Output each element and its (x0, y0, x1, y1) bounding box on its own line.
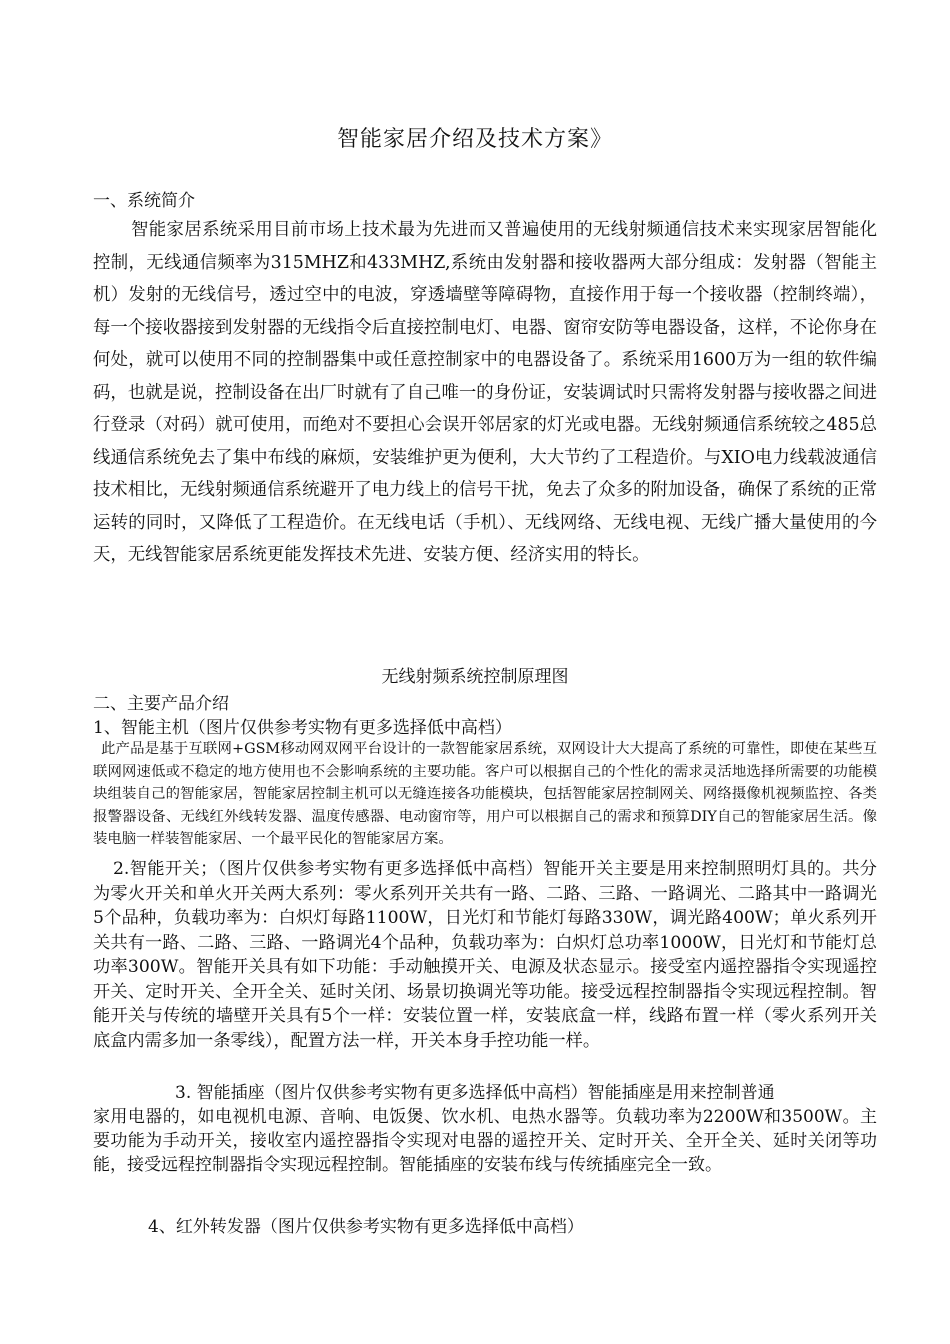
smart-socket-paragraph (93, 1081, 877, 1177)
product-heading-smart-host: 1、智能主机（图片仅供参考实物有更多选择低中高档） (93, 718, 512, 738)
system-intro-paragraph: 智能家居系统采用目前市场上技术最为先进而又普遍使用的无线射频通信技术来实现家居智能化控制，无线通信频率为315MHZ和433MHZ,系统由发射器和接收器两大部分组成：发射器（智能主机）发射的无线信号，透过空中的电波，穿透墙壁等障碍物，直接作用于每一个接收器（控制终端），每一个接收器接到发射器的无线指令后直接控制电灯、电器、窗帘安防等电器设备，这样，不论你身在何处，就可以使用不同的控制器集中或任意控制家中的电器设备了。系统采用1600万为一组的软件编码，也就是说，控制设备在出厂时就有了自己唯一的身份证，安装调试时只需将发射器与接收器之间进行登录（对码）就可使用，而绝对不要担心会误开邻居家的灯光或电器。无线射频通信系统较之485总线通信系统免去了集中布线的麻烦，安装维护更为便利，大大节约了工程造价。与XIO电力线载波通信技术相比，无线射频通信系统避开了电力线上的信号干扰，免去了众多的附加设备，确保了系统的正常运转的同时，又降低了工程造价。在无线电话（手机）、无线网络、无线电视、无线广播大量使用的今天，无线智能家居系统更能发挥技术先进、安装方便、经济实用的特长。 (93, 220, 877, 565)
smart-socket-body: 家用电器的，如电视机电源、音响、电饭煲、饮水机、电热水器等。负载功率为2200W和3500W。主要功能为手动开关，接收室内遥控器指令实现对电器的遥控开关、定时开关、全开全关、延时关闭等功能，接受远程控制器指令实现远程控制。智能插座的安装布线与传统插座完全一致。 (93, 1107, 877, 1175)
document-title: 智能家居介绍及技术方案》 (336, 127, 613, 152)
figure-caption: 无线射频系统控制原理图 (381, 667, 569, 687)
product-heading-ir-repeater: 4、红外转发器（图片仅供参考实物有更多选择低中高档） (148, 1217, 584, 1237)
section-heading-products: 二、主要产品介绍 (93, 694, 229, 714)
section-heading-intro: 一、系统简介 (93, 191, 195, 211)
smart-host-paragraph: 此产品是基于互联网+GSM移动网双网平台设计的一款智能家居系统，双网设计大大提高了系统的可靠性，即使在某些互联网网速低或不稳定的地方使用也不会影响系统的主要功能。客户可以根据自己的个性化的需求灵活地选择所需要的功能模块组装自己的智能家居，智能家居控制主机可以无缝连接各功能模块，包括智能家居控制网关、网络摄像机视频监控、各类报警器设备、无线红外线转发器、温度传感器、电动窗帘等，用户可以根据自己的需求和预算DIY自己的智能家居生活。像装电脑一样装智能家居、一个最平民化的智能家居方案。 (93, 741, 877, 847)
smart-switch-paragraph: 2.智能开关；（图片仅供参考实物有更多选择低中高档）智能开关主要是用来控制照明灯具的。共分为零火开关和单火开关两大系列：零火系列开关共有一路、二路、三路、一路调光、二路其中一路调光5个品种，负载功率为：白炽灯每路1100W，日光灯和节能灯每路330W，调光路400W；单火系列开关共有一路、二路、三路、一路调光4个品种，负载功率为：白炽灯总功率1000W，日光灯和节能灯总功率300W。智能开关具有如下功能：手动触摸开关、电源及状态显示。接受室内遥控器指令实现遥控开关、定时开关、全开全关、延时关闭、场景切换调光等功能。接受远程控制器指令实现远程控制。智能开关与传统的墙壁开关具有5个一样：安装位置一样，安装底盒一样，线路布置一样（零火系列开关底盒内需多加一条零线），配置方法一样，开关本身手控功能一样。 (93, 859, 877, 1051)
smart-socket-lead: 3. 智能插座（图片仅供参考实物有更多选择低中高档）智能插座是用来控制普通 (175, 1083, 775, 1103)
